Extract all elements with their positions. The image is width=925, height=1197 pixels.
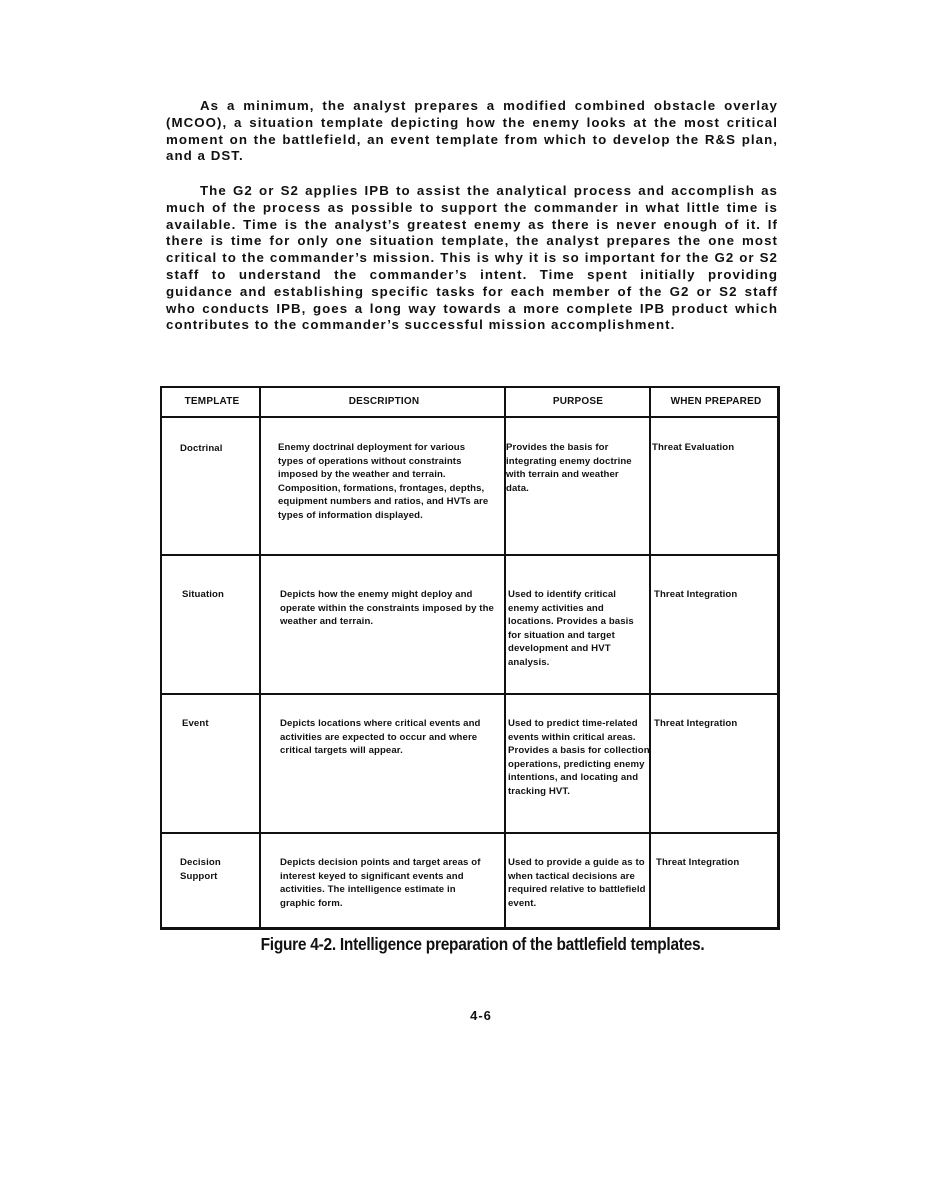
- row-decision-support-description: Depicts decision points and target areas of interest keyed to significant events and activities. The intelligence estimate in graphic form.: [280, 857, 481, 909]
- paragraph-1: As a minimum, the analyst prepares a modified combined obstacle overlay (MCOO), a situation template depicting how the enemy looks at the most critical moment on the battlefield, an event template from which to develop the R&S plan, and a DST.: [166, 98, 778, 164]
- row-event-when: Threat Integration: [654, 718, 738, 729]
- row-divider: [162, 554, 777, 556]
- row-doctrinal-description: Enemy doctrinal deployment for various types of operations without constraints imposed by the weather and terrain. Composition, formations, frontages, depths, equipment numbers and ratios, and HVTs are types of information displayed.: [278, 442, 489, 521]
- templates-table: [160, 386, 780, 930]
- row-event-purpose: Used to predict time-related events within critical areas. Provides a basis for collection operations, predicting enemy intentions, and locating and tracking HVT.: [508, 718, 650, 797]
- row-doctrinal-template: Doctrinal: [180, 443, 223, 454]
- header-purpose: PURPOSE: [552, 396, 604, 407]
- row-decision-support-when: Threat Integration: [656, 857, 740, 868]
- figure-caption: Figure 4-2. Intelligence preparation of the battlefield templates.: [260, 934, 705, 954]
- header-description: DESCRIPTION: [348, 396, 420, 407]
- row-situation-template: Situation: [182, 589, 224, 600]
- header-template: TEMPLATE: [184, 396, 240, 407]
- row-event-template: Event: [182, 718, 209, 729]
- column-divider: [649, 388, 651, 927]
- header-when-prepared: WHEN PREPARED: [670, 396, 762, 407]
- row-decision-support-purpose: Used to provide a guide as to when tactical decisions are required relative to battlefield event.: [508, 857, 646, 909]
- row-divider: [162, 416, 777, 418]
- row-situation-when: Threat Integration: [654, 589, 738, 600]
- column-divider: [259, 388, 261, 927]
- row-doctrinal-when: Threat Evaluation: [652, 442, 735, 453]
- row-doctrinal-purpose: Provides the basis for integrating enemy doctrine with terrain and weather data.: [506, 442, 632, 494]
- paragraph-2: The G2 or S2 applies IPB to assist the analytical process and accomplish as much of the process as possible to support the commander in what little time is available. Time is the analyst’s greatest enemy as there is never enough of it. If there is time for only one situation template, the analyst prepares the one most critical to the commander’s mission. This is why it is so important for the G2 or S2 staff to understand the commander’s intent. Time spent initially providing guidance and establishing specific tasks for each member of the G2 or S2 staff who conducts IPB, goes a long way towards a more complete IPB product which contributes to the commander’s successful mission accomplishment.: [166, 183, 778, 333]
- row-event-description: Depicts locations where critical events and activities are expected to occur and where critical targets will appear.: [280, 718, 481, 757]
- row-divider: [162, 693, 777, 695]
- row-divider: [162, 832, 777, 834]
- row-situation-purpose: Used to identify critical enemy activities and locations. Provides a basis for situation and target development and HVT analysis.: [508, 589, 634, 668]
- row-situation-description: Depicts how the enemy might deploy and operate within the constraints imposed by the weather and terrain.: [280, 589, 494, 628]
- row-decision-support-template: Decision Support: [180, 857, 221, 882]
- page-number: 4-6: [470, 1008, 492, 1023]
